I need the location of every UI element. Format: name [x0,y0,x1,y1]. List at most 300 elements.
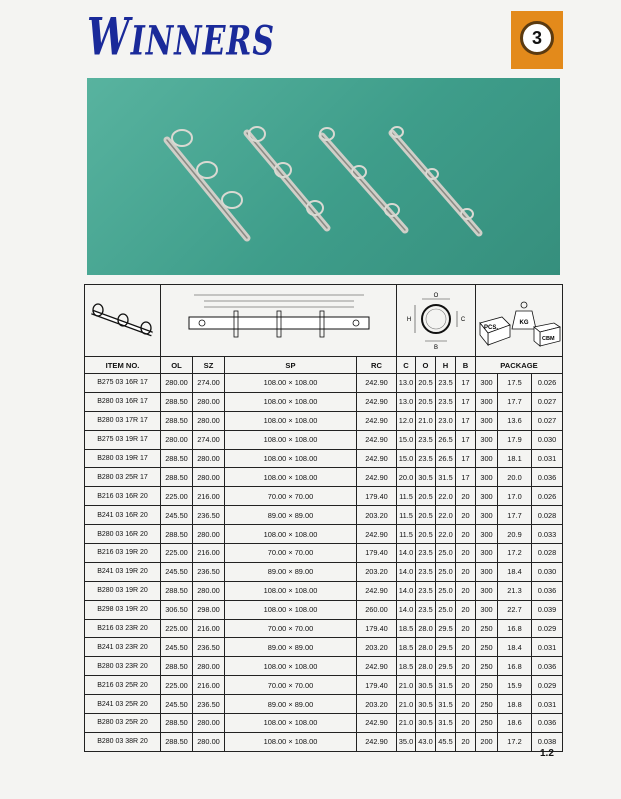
cell-sz: 280.00 [193,411,225,430]
cell-o: 30.5 [416,695,436,714]
cell-b: 17 [456,430,476,449]
cell-rc: 203.20 [357,695,397,714]
cell-o: 20.5 [416,487,436,506]
cell-h: 25.0 [436,544,456,563]
cell-item: B298 03 19R 20 [85,600,161,619]
cell-b: 20 [456,544,476,563]
cell-b: 20 [456,581,476,600]
cell-pkg-cbm: 0.036 [532,657,563,676]
ring-profile-drawing [397,287,475,353]
cell-ol: 288.50 [161,411,193,430]
cell-item: B241 03 25R 20 [85,695,161,714]
cell-h: 45.5 [436,732,456,751]
cell-item: B280 03 38R 20 [85,732,161,751]
cell-rc: 242.90 [357,430,397,449]
cell-b: 20 [456,600,476,619]
cell-sp: 108.00 × 108.00 [225,392,357,411]
cell-pkg-kg: 18.8 [498,695,532,714]
cell-pkg-kg: 17.2 [498,732,532,751]
cell-sp: 108.00 × 108.00 [225,374,357,393]
cell-sz: 280.00 [193,468,225,487]
cell-ol: 225.00 [161,676,193,695]
cell-c: 18.5 [397,638,416,657]
table-row [85,600,563,619]
cell-c: 14.0 [397,581,416,600]
ring-profile-cell [397,285,476,357]
cell-rc: 242.90 [357,411,397,430]
cell-ol: 288.50 [161,581,193,600]
ring-label-c: C [460,316,466,323]
cell-ol: 245.50 [161,638,193,657]
cell-item: B241 03 19R 20 [85,562,161,581]
binder-mechanism-2 [247,127,327,228]
cell-h: 25.0 [436,600,456,619]
cell-b: 17 [456,411,476,430]
cell-sz: 236.50 [193,695,225,714]
cube-icon [534,323,560,346]
cell-pkg-kg: 16.8 [498,619,532,638]
cell-pkg-cbm: 0.028 [532,506,563,525]
cell-sz: 236.50 [193,638,225,657]
cell-sp: 70.00 × 70.00 [225,619,357,638]
cell-sp: 108.00 × 108.00 [225,581,357,600]
cell-o: 30.5 [416,714,436,733]
cell-sp: 70.00 × 70.00 [225,676,357,695]
col-header-package: PACKAGE [476,357,563,374]
cell-pkg-pcs: 250 [476,695,498,714]
cell-h: 22.0 [436,525,456,544]
cell-c: 11.5 [397,506,416,525]
table-row [85,374,563,393]
cell-sp: 108.00 × 108.00 [225,468,357,487]
cell-h: 23.0 [436,411,456,430]
cell-h: 22.0 [436,487,456,506]
cell-sp: 89.00 × 89.00 [225,562,357,581]
cell-pkg-pcs: 250 [476,657,498,676]
cell-h: 22.0 [436,506,456,525]
cell-b: 20 [456,506,476,525]
table-row [85,525,563,544]
cell-ol: 288.50 [161,714,193,733]
table-row [85,619,563,638]
cell-sz: 216.00 [193,619,225,638]
package-icons-cell [476,285,563,357]
cell-ol: 245.50 [161,562,193,581]
cell-sp: 70.00 × 70.00 [225,487,357,506]
cell-item: B216 03 16R 20 [85,487,161,506]
cell-ol: 288.50 [161,525,193,544]
cell-c: 20.0 [397,468,416,487]
mechanism-sketch [86,290,160,350]
cell-c: 14.0 [397,544,416,563]
cell-pkg-cbm: 0.036 [532,714,563,733]
cell-sz: 280.00 [193,732,225,751]
cell-pkg-cbm: 0.029 [532,676,563,695]
brand-logo [87,6,275,67]
cell-c: 18.5 [397,657,416,676]
col-header-sz: SZ [193,357,225,374]
table-row [85,506,563,525]
cell-c: 15.0 [397,430,416,449]
cell-item: B216 03 25R 20 [85,676,161,695]
cell-pkg-kg: 17.0 [498,487,532,506]
cell-sz: 274.00 [193,430,225,449]
binder-mechanism-3 [320,128,405,230]
cell-o: 28.0 [416,638,436,657]
cell-sz: 280.00 [193,449,225,468]
cell-sp: 108.00 × 108.00 [225,449,357,468]
cell-b: 17 [456,392,476,411]
col-header-c: C [397,357,416,374]
cell-sz: 236.50 [193,562,225,581]
cell-b: 17 [456,449,476,468]
package-icons [476,287,562,353]
cell-sp: 108.00 × 108.00 [225,600,357,619]
cell-b: 20 [456,562,476,581]
cell-o: 23.5 [416,430,436,449]
cell-o: 30.5 [416,468,436,487]
cell-item: B275 03 19R 17 [85,430,161,449]
cell-ol: 225.00 [161,487,193,506]
cell-sz: 236.50 [193,506,225,525]
cell-sz: 280.00 [193,525,225,544]
ring-label-h: H [406,316,412,323]
cell-rc: 179.40 [357,619,397,638]
table-row [85,487,563,506]
cell-pkg-cbm: 0.027 [532,392,563,411]
table-row [85,657,563,676]
cell-sp: 108.00 × 108.00 [225,525,357,544]
cell-h: 31.5 [436,695,456,714]
page-badge [511,11,563,69]
cell-pkg-kg: 17.7 [498,506,532,525]
cell-h: 31.5 [436,714,456,733]
cell-b: 20 [456,657,476,676]
table-row [85,411,563,430]
cell-c: 21.0 [397,714,416,733]
cell-pkg-kg: 20.0 [498,468,532,487]
cell-pkg-pcs: 250 [476,619,498,638]
cell-b: 20 [456,638,476,657]
cell-pkg-cbm: 0.026 [532,487,563,506]
cell-o: 43.0 [416,732,436,751]
cell-pkg-pcs: 300 [476,487,498,506]
page-badge-number: 3 [531,27,542,48]
cell-rc: 242.90 [357,449,397,468]
cell-c: 13.0 [397,392,416,411]
cell-pkg-kg: 17.5 [498,374,532,393]
cell-h: 29.5 [436,619,456,638]
cell-ol: 288.50 [161,449,193,468]
cell-ol: 306.50 [161,600,193,619]
cell-pkg-kg: 22.7 [498,600,532,619]
cell-h: 29.5 [436,657,456,676]
cell-sz: 216.00 [193,487,225,506]
cell-item: B216 03 23R 20 [85,619,161,638]
mechanism-sketch-cell [85,285,161,357]
cell-pkg-kg: 18.4 [498,562,532,581]
col-header-item: ITEM NO. [85,357,161,374]
pkg-kg-label: KG [519,319,529,326]
box-icon [480,317,510,345]
cell-sz: 280.00 [193,581,225,600]
cell-rc: 242.90 [357,732,397,751]
cell-pkg-cbm: 0.028 [532,544,563,563]
ring-label-o: O [433,292,439,299]
cell-o: 23.5 [416,562,436,581]
cell-sp: 108.00 × 108.00 [225,732,357,751]
cell-pkg-pcs: 300 [476,449,498,468]
binder-mechanism-1 [167,130,247,238]
cell-pkg-kg: 21.3 [498,581,532,600]
cell-pkg-cbm: 0.026 [532,374,563,393]
cell-ol: 288.50 [161,468,193,487]
cell-item: B280 03 23R 20 [85,657,161,676]
table-row [85,449,563,468]
cell-b: 17 [456,468,476,487]
cell-ol: 245.50 [161,506,193,525]
col-header-b: B [456,357,476,374]
brand-rest: INNERS [130,18,276,66]
cell-c: 21.0 [397,676,416,695]
cell-ol: 288.50 [161,732,193,751]
cell-pkg-pcs: 300 [476,430,498,449]
cell-o: 20.5 [416,525,436,544]
cell-sz: 298.00 [193,600,225,619]
cell-b: 20 [456,714,476,733]
cell-b: 20 [456,619,476,638]
cell-ol: 288.50 [161,392,193,411]
cell-sp: 70.00 × 70.00 [225,544,357,563]
cell-item: B280 03 25R 17 [85,468,161,487]
cell-item: B280 03 19R 20 [85,581,161,600]
cell-pkg-cbm: 0.031 [532,638,563,657]
cell-h: 25.0 [436,581,456,600]
table-row [85,638,563,657]
cell-o: 23.5 [416,600,436,619]
cell-o: 23.5 [416,449,436,468]
dimension-drawing-cell [161,285,397,357]
cell-ol: 245.50 [161,695,193,714]
table-row [85,581,563,600]
cell-pkg-cbm: 0.030 [532,430,563,449]
cell-c: 21.0 [397,695,416,714]
cell-pkg-cbm: 0.031 [532,449,563,468]
cell-h: 25.0 [436,562,456,581]
cell-pkg-cbm: 0.039 [532,600,563,619]
cell-pkg-kg: 18.6 [498,714,532,733]
header-row [85,357,563,374]
cell-item: B275 03 16R 17 [85,374,161,393]
cell-pkg-kg: 16.8 [498,657,532,676]
cell-pkg-pcs: 300 [476,468,498,487]
pkg-pcs-label: PCS. [484,324,499,331]
cell-rc: 203.20 [357,562,397,581]
cell-pkg-pcs: 300 [476,544,498,563]
cell-rc: 179.40 [357,544,397,563]
cell-o: 21.0 [416,411,436,430]
cell-pkg-cbm: 0.029 [532,619,563,638]
cell-pkg-pcs: 300 [476,525,498,544]
cell-pkg-cbm: 0.031 [532,695,563,714]
cell-o: 28.0 [416,657,436,676]
cell-item: B280 03 17R 17 [85,411,161,430]
cell-pkg-kg: 13.6 [498,411,532,430]
table-row [85,430,563,449]
cell-rc: 179.40 [357,676,397,695]
binder-mechanism-4 [391,127,479,233]
cell-item: B280 03 25R 20 [85,714,161,733]
table-row [85,676,563,695]
cell-h: 29.5 [436,638,456,657]
cell-o: 20.5 [416,392,436,411]
cell-c: 15.0 [397,449,416,468]
cell-item: B280 03 16R 17 [85,392,161,411]
cell-pkg-pcs: 300 [476,581,498,600]
cell-sp: 89.00 × 89.00 [225,506,357,525]
cell-c: 14.0 [397,562,416,581]
cell-b: 20 [456,695,476,714]
brand-initial: W [87,6,131,67]
ring-binder-mechanisms-image [87,78,560,275]
cell-pkg-pcs: 300 [476,562,498,581]
cell-o: 20.5 [416,506,436,525]
pkg-cbm-label: CBM [542,335,555,342]
spec-table-container [84,284,562,752]
col-header-h: H [436,357,456,374]
cell-h: 23.5 [436,374,456,393]
col-header-rc: RC [357,357,397,374]
cell-ol: 225.00 [161,619,193,638]
cell-b: 20 [456,676,476,695]
cell-h: 31.5 [436,676,456,695]
cell-pkg-kg: 17.7 [498,392,532,411]
cell-c: 11.5 [397,487,416,506]
cell-b: 20 [456,487,476,506]
cell-sz: 280.00 [193,392,225,411]
dimension-drawing [164,287,394,353]
cell-pkg-kg: 17.9 [498,430,532,449]
cell-rc: 242.90 [357,581,397,600]
cell-pkg-cbm: 0.027 [532,411,563,430]
cell-pkg-kg: 20.9 [498,525,532,544]
cell-rc: 242.90 [357,392,397,411]
cell-b: 20 [456,525,476,544]
cell-pkg-cbm: 0.038 [532,732,563,751]
cell-c: 14.0 [397,600,416,619]
cell-rc: 179.40 [357,487,397,506]
cell-pkg-cbm: 0.030 [532,562,563,581]
cell-sp: 108.00 × 108.00 [225,714,357,733]
cell-c: 13.0 [397,374,416,393]
product-photo [87,78,560,275]
cell-sz: 216.00 [193,544,225,563]
table-row [85,562,563,581]
cell-sz: 216.00 [193,676,225,695]
cell-rc: 203.20 [357,506,397,525]
col-header-o: O [416,357,436,374]
cell-sp: 108.00 × 108.00 [225,430,357,449]
cell-pkg-pcs: 250 [476,714,498,733]
cell-o: 20.5 [416,374,436,393]
cell-c: 35.0 [397,732,416,751]
cell-item: B280 03 16R 20 [85,525,161,544]
cell-sz: 280.00 [193,657,225,676]
table-row [85,695,563,714]
cell-b: 20 [456,732,476,751]
cell-c: 11.5 [397,525,416,544]
col-header-ol: OL [161,357,193,374]
page-number: 1.2 [540,748,554,759]
col-header-sp: SP [225,357,357,374]
cell-ol: 280.00 [161,430,193,449]
cell-item: B241 03 23R 20 [85,638,161,657]
cell-rc: 260.00 [357,600,397,619]
cell-pkg-pcs: 300 [476,374,498,393]
cell-pkg-cbm: 0.033 [532,525,563,544]
cell-pkg-pcs: 250 [476,676,498,695]
cell-pkg-kg: 17.2 [498,544,532,563]
cell-c: 18.5 [397,619,416,638]
cell-item: B216 03 19R 20 [85,544,161,563]
cell-sp: 108.00 × 108.00 [225,657,357,676]
table-row [85,392,563,411]
page-badge-ring [520,21,554,55]
cell-h: 23.5 [436,392,456,411]
table-row [85,468,563,487]
cell-pkg-pcs: 200 [476,732,498,751]
cell-pkg-kg: 15.9 [498,676,532,695]
cell-pkg-cbm: 0.036 [532,468,563,487]
cell-sp: 108.00 × 108.00 [225,411,357,430]
cell-pkg-kg: 18.4 [498,638,532,657]
cell-pkg-pcs: 300 [476,506,498,525]
cell-sz: 274.00 [193,374,225,393]
cell-rc: 242.90 [357,468,397,487]
cell-ol: 280.00 [161,374,193,393]
cell-pkg-pcs: 300 [476,411,498,430]
cell-c: 12.0 [397,411,416,430]
cell-pkg-kg: 18.1 [498,449,532,468]
weight-icon [512,302,536,329]
cell-rc: 242.90 [357,657,397,676]
ring-label-b: B [433,344,439,351]
cell-pkg-pcs: 250 [476,638,498,657]
cell-sp: 89.00 × 89.00 [225,638,357,657]
cell-rc: 242.90 [357,525,397,544]
cell-sp: 89.00 × 89.00 [225,695,357,714]
table-row [85,732,563,751]
cell-rc: 242.90 [357,714,397,733]
cell-rc: 242.90 [357,374,397,393]
cell-pkg-pcs: 300 [476,600,498,619]
cell-pkg-pcs: 300 [476,392,498,411]
table-row [85,714,563,733]
cell-h: 26.5 [436,430,456,449]
cell-ol: 288.50 [161,657,193,676]
cell-o: 30.5 [416,676,436,695]
cell-h: 31.5 [436,468,456,487]
spec-table [84,284,563,752]
cell-b: 17 [456,374,476,393]
cell-o: 23.5 [416,544,436,563]
cell-item: B241 03 16R 20 [85,506,161,525]
cell-o: 28.0 [416,619,436,638]
cell-ol: 225.00 [161,544,193,563]
table-row [85,544,563,563]
cell-item: B280 03 19R 17 [85,449,161,468]
cell-h: 26.5 [436,449,456,468]
